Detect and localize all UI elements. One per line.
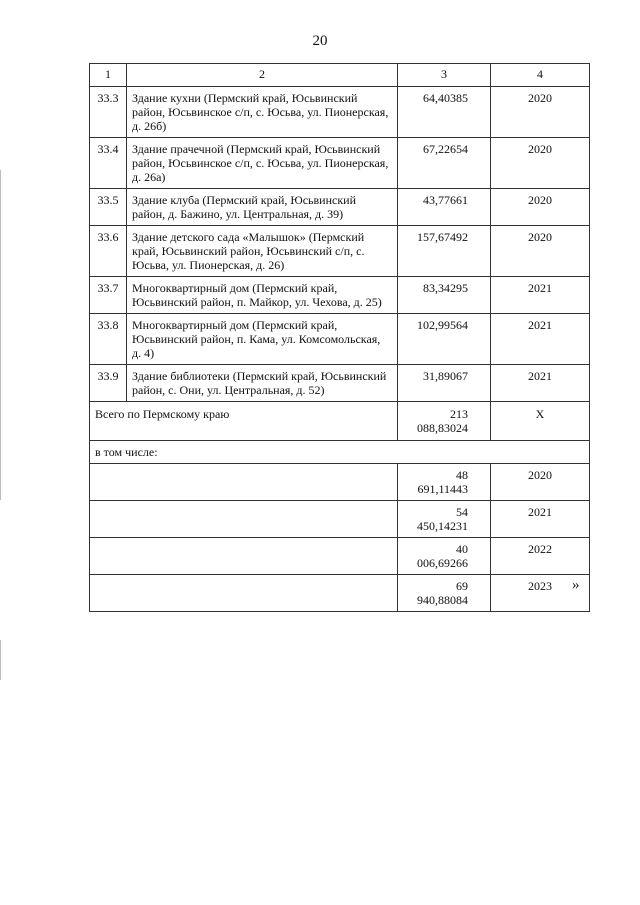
subtotal-year: 2023 [491,575,590,612]
total-row [90,402,590,441]
year-value: 2020 [491,138,590,189]
subtotal-year: 2022 [491,538,590,575]
subtotal-area: 40 006,69266 [398,538,491,575]
column-number: 1 [90,64,127,87]
area-value: 67,22654 [398,138,491,189]
empty-cell [90,501,398,538]
subtotal-area: 48 691,11443 [398,464,491,501]
year-value: 2021 [491,277,590,314]
subtotal-row [90,538,590,575]
year-value: 2021 [491,314,590,365]
column-number: 4 [491,64,590,87]
subtotal-row [90,464,590,501]
column-number: 3 [398,64,491,87]
area-value: 64,40385 [398,87,491,138]
year-value: 2020 [491,226,590,277]
row-number: 33.9 [90,365,127,402]
table-row [90,226,590,277]
subtotal-year: 2021 [491,501,590,538]
area-value: 102,99564 [398,314,491,365]
table-row [90,314,590,365]
empty-cell [90,538,398,575]
total-year: X [491,402,590,441]
row-number: 33.4 [90,138,127,189]
subtotal-area: 69 940,88084 [398,575,491,612]
including-row [90,441,590,464]
year-value: 2020 [491,189,590,226]
object-description: Здание библиотеки (Пермский край, Юсьвинский район, с. Они, ул. Центральная, д. 52) [127,365,398,402]
area-value: 43,77661 [398,189,491,226]
area-value: 31,89067 [398,365,491,402]
total-label: Всего по Пермскому краю [90,402,398,441]
scan-artifact-line [0,640,1,680]
table-row [90,87,590,138]
total-area: 213 088,83024 [398,402,491,441]
table-row [90,277,590,314]
area-value: 157,67492 [398,226,491,277]
year-value: 2020 [491,87,590,138]
row-number: 33.3 [90,87,127,138]
object-description: Здание кухни (Пермский край, Юсьвинский район, Юсьвинское с/п, с. Юсьва, ул. Пионерская, д. 26б) [127,87,398,138]
subtotal-row [90,501,590,538]
column-number: 2 [127,64,398,87]
object-description: Здание детского сада «Малышок» (Пермский край, Юсьвинский район, Юсьвинский с/п, с. Юсьва, ул. Пионерская, д. 26) [127,226,398,277]
object-description: Многоквартирный дом (Пермский край, Юсьвинский район, п. Кама, ул. Комсомольская, д. 4) [127,314,398,365]
subtotal-row [90,575,590,612]
subtotal-year: 2020 [491,464,590,501]
table-row [90,189,590,226]
subtotal-area: 54 450,14231 [398,501,491,538]
objects-table [89,63,590,612]
object-description: Здание клуба (Пермский край, Юсьвинский район, д. Бажино, ул. Центральная, д. 39) [127,189,398,226]
empty-cell [90,464,398,501]
table-row [90,365,590,402]
scan-artifact-line [0,170,1,500]
object-description: Многоквартирный дом (Пермский край, Юсьвинский район, п. Майкор, ул. Чехова, д. 25) [127,277,398,314]
object-description: Здание прачечной (Пермский край, Юсьвинский район, Юсьвинское с/п, с. Юсьва, ул. Пионерская, д. 26а) [127,138,398,189]
closing-quote: » [572,577,580,593]
row-number: 33.8 [90,314,127,365]
column-number-row [90,64,590,87]
row-number: 33.7 [90,277,127,314]
empty-cell [90,575,398,612]
row-number: 33.5 [90,189,127,226]
including-label: в том числе: [90,441,590,464]
page-number: 20 [312,33,328,49]
area-value: 83,34295 [398,277,491,314]
row-number: 33.6 [90,226,127,277]
year-value: 2021 [491,365,590,402]
table-row [90,138,590,189]
